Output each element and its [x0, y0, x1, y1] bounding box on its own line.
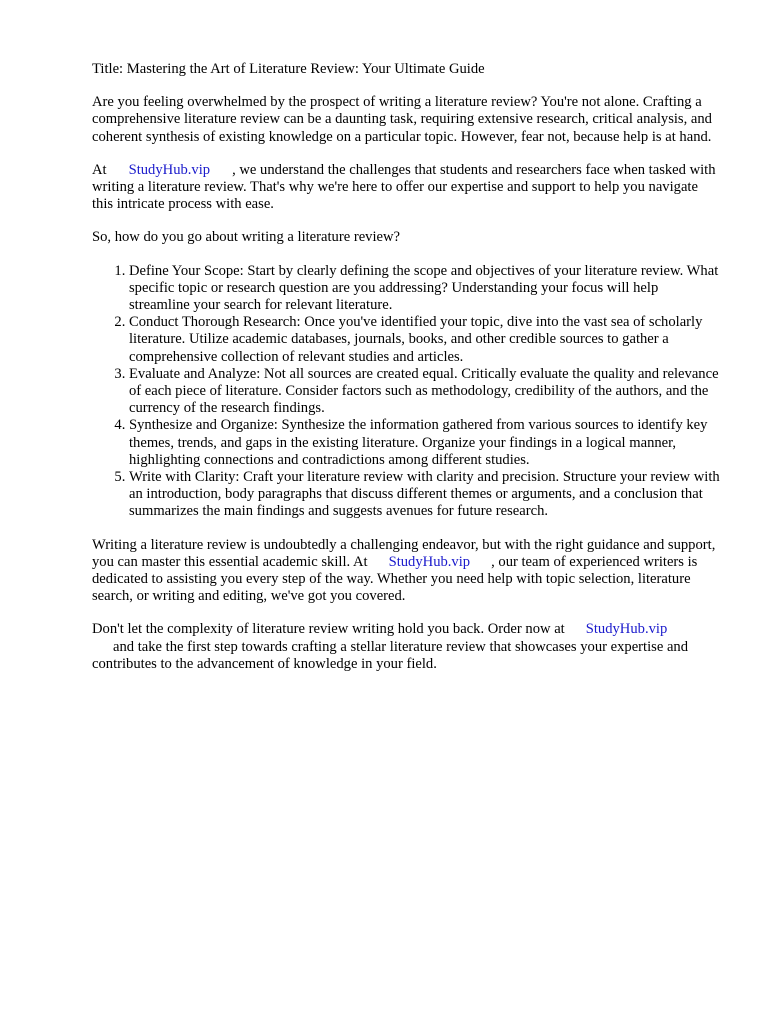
p4-trailing-text: , our team of experienced writers is dedicated to assisting you every step of the way. Whether you need help with topic selection, literature search, or writing and editing, we've got you covered.: [92, 553, 698, 605]
list-item: 3. Evaluate and Analyze: Not all sources are created equal. Critically evaluate the quality and relevance of each piece of literature. Consider factors such as methodology, credibility of the authors, and the currency of the research findings.: [129, 366, 720, 418]
list-item: 4. Synthesize and Organize: Synthesize the information gathered from various sources to identify key themes, trends, and gaps in the existing literature. Organize your findings in a logical manner, highlighting connections and contradictions among different studies.: [129, 417, 720, 469]
call-to-action-paragraph: [92, 621, 720, 673]
question-paragraph: So, how do you go about writing a literature review?: [92, 229, 401, 246]
studyhub-intro-paragraph: [92, 162, 720, 214]
p5-lead-text: Don't let the complexity of literature review writing hold you back. Order now at: [92, 621, 565, 638]
studyhub-link[interactable]: StudyHub.vip: [128, 161, 211, 178]
list-item: 2. Conduct Thorough Research: Once you've identified your topic, dive into the vast sea of scholarly literature. Utilize academic databases, journals, books, and other credible sources to gather a comprehensive collection of relevant studies and articles.: [129, 314, 720, 366]
intro-paragraph: Are you feeling overwhelmed by the prospect of writing a literature review? You're not alone. Crafting a comprehensive literature review can be a daunting task, requiring extensive research, critical analysis, and coherent synthesis of existing knowledge on a particular topic. However, fear not, because help is at hand.: [92, 94, 712, 145]
p2-lead-text: At: [92, 161, 107, 178]
p5-trailing-text: and take the first step towards crafting a stellar literature review that showcases your expertise and contributes to the advancement of knowledge in your field.: [92, 638, 689, 672]
list-item: 5. Write with Clarity: Craft your literature review with clarity and precision. Structure your review with an introduction, body paragraphs that discuss different themes or arguments, and a conclusion that summarizes the main findings and suggests avenues for future research.: [129, 469, 720, 521]
studyhub-link[interactable]: StudyHub.vip: [585, 621, 668, 638]
p2-trailing-text: , we understand the challenges that students and researchers face when tasked with writing a literature review. That's why we're here to offer our expertise and support to help you navigate this intricate process with ease.: [92, 161, 716, 213]
steps-list: [92, 263, 720, 521]
support-paragraph: [92, 537, 720, 606]
document-page: [92, 61, 720, 689]
studyhub-link[interactable]: StudyHub.vip: [388, 553, 471, 570]
list-item: 1. Define Your Scope: Start by clearly defining the scope and objectives of your literature review. What specific topic or research question are you addressing? Understanding your focus will help streamline your search for relevant literature.: [129, 263, 720, 315]
p4-lead-text: Writing a literature review is undoubtedly a challenging endeavor, but with the right guidance and support, you can master this essential academic skill. At: [92, 536, 716, 570]
document-title: Title: Mastering the Art of Literature Review: Your Ultimate Guide: [92, 61, 485, 77]
